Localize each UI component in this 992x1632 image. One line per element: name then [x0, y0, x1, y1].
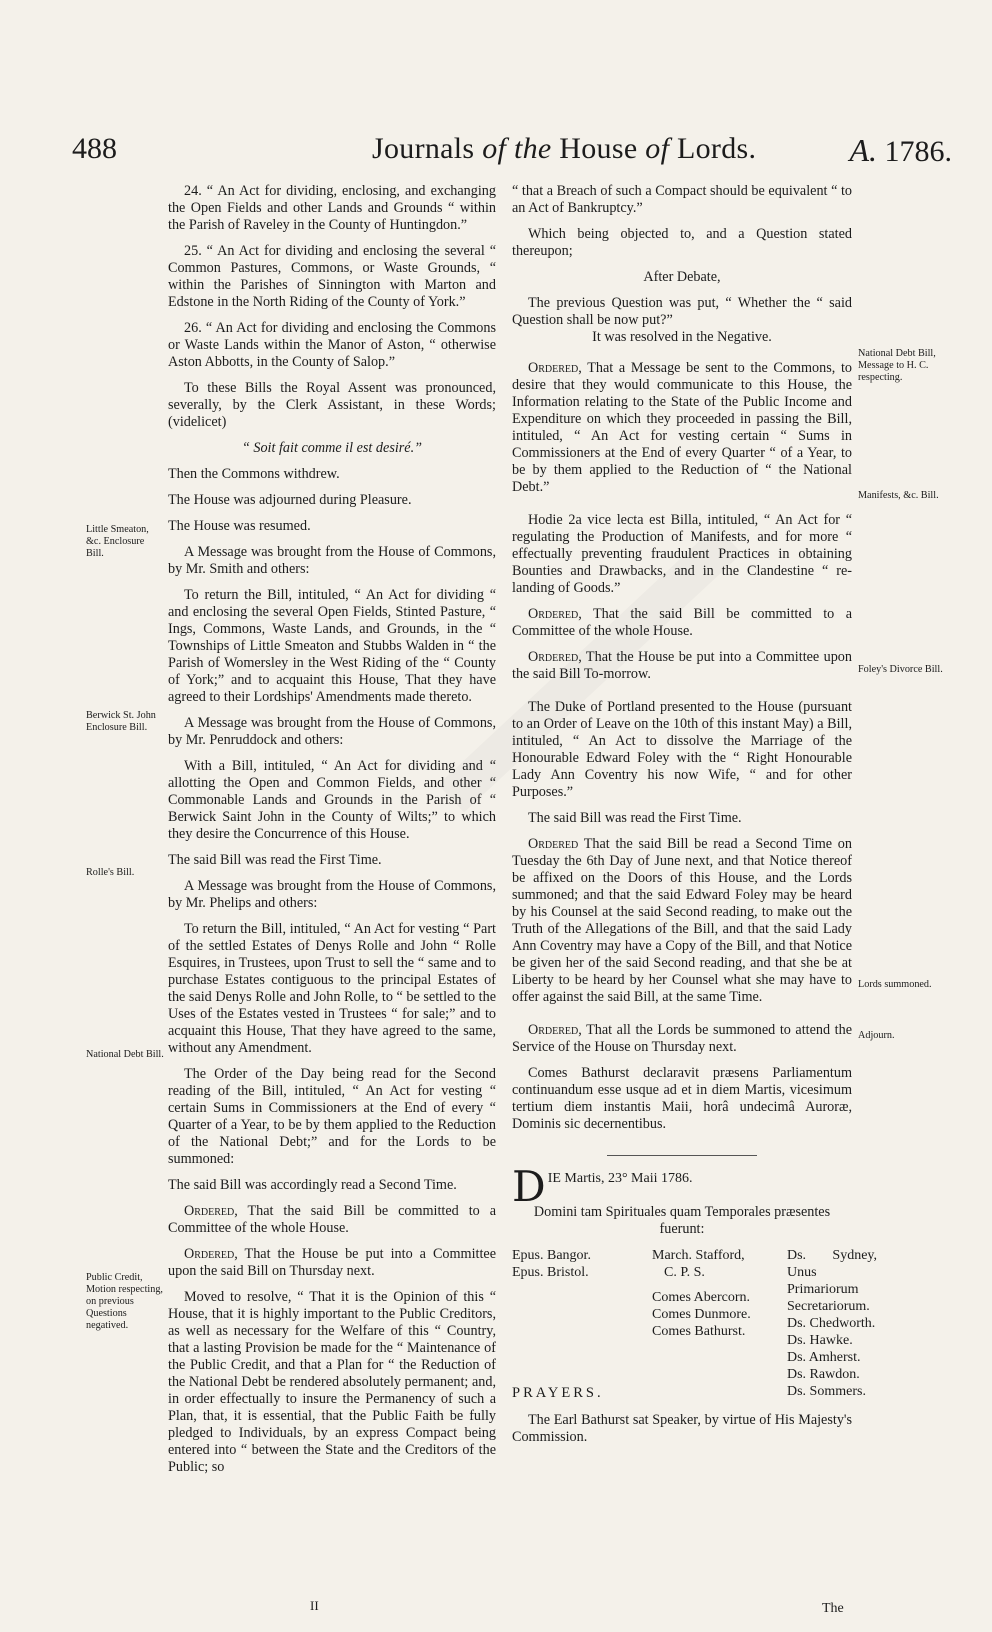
ordered-label: Ordered: [184, 1246, 235, 1262]
order-text: , That the House be put into a Committee upon the said Bill To-morrow.: [512, 649, 852, 682]
journal-title: [372, 132, 756, 166]
page-number: 488: [72, 132, 117, 165]
prayers-heading: PRAYERS.: [512, 1385, 604, 1401]
year: [849, 132, 952, 169]
paragraph: Hodie 2a vice lecta est Billa, intituled, “ An Act for “ regulating the Production of Manifests, and for more “ effectually preventing fraudulent Practices in obtaining Bounties and Drawbacks, and in the Clandestine “ re-landing of Goods.”: [512, 512, 852, 596]
ordered-label: Ordered: [528, 1022, 579, 1038]
column-left: [168, 183, 496, 1485]
paragraph: The previous Question was put, “ Whether the “ said Question shall be now put?”: [512, 295, 852, 328]
paragraph: A Message was brought from the House of Commons, by Mr. Phelips and others:: [168, 878, 496, 911]
order-text: , That a Message be sent to the Commons, to desire that they would communicate to this House, the Information relating to the State of the Public Income and Expenditure on which they proceeded in passing the Bill, intituled, “ An Act for vesting certain “ Sums in Commissioners at the End of every Quarter “ of a Year, to be by them applied to the Reduction of “ the National Debt.”: [512, 360, 852, 495]
section-rule: [607, 1155, 757, 1156]
lords-column: [512, 1247, 632, 1281]
paragraph: The Duke of Portland presented to the House (pursuant to an Order of Leave on the 10th of this instant May) a Bill, intituled, “ An Act to dissolve the Marriage of the Honourable Edward Foley with the “ Right Honourable Lady Ann Coventry his now Wife, “ and for other Purposes.”: [512, 699, 852, 800]
order-text: That the said Bill be read a Second Time on Tuesday the 6th Day of June next, and that Notice thereof be affixed on the Doors of this House, and the Lords summoned; and that the said Edward Foley may be heard by his Counsel at the said Second reading, to make out the Truth of the Allegations of the Bill, and that the said Lady Ann Coventry may have a Copy of the Bill, and that Notice be given her of the said Second reading, and that she be at Liberty to be heard by her Counsel what she may have to offer against the said Bill, at the same Time.: [512, 836, 852, 1005]
lord-name: Ds. Sommers.: [787, 1384, 866, 1399]
paragraph: 26. “ An Act for dividing and enclosing the Commons or Waste Lands within the Manor of Aston, “ otherwise Aston Abbotts, in the County of Salop.”: [168, 320, 496, 370]
order-text: , That the said Bill be committed to a Committee of the whole House.: [168, 1203, 496, 1236]
date-text: IE Martis, 23° Maii 1786.: [547, 1171, 693, 1186]
lord-name: Ds. Amherst.: [787, 1350, 861, 1365]
paragraph: “ that a Breach of such a Compact should be equivalent “ to an Act of Bankruptcy.”: [512, 183, 852, 216]
lord-name: Ds. Sydney, Unus Primariorum Secretariorum.: [787, 1248, 877, 1314]
ordered-label: Ordered: [528, 606, 579, 622]
ordered-label: Ordered: [528, 649, 579, 665]
margin-note: Adjourn.: [858, 1030, 895, 1041]
paragraph: The Order of the Day being read for the Second reading of the Bill, intituled, “ An Act for vesting “ certain Sums in Commissioners at the End of every “ Quarter of a Year, to be by them applied to the Reduction of the National Debt;” and for the Lords to be summoned:: [168, 1066, 496, 1167]
lord-name: Comes Bathurst.: [652, 1324, 746, 1339]
order-text: , That the House be put into a Committee upon the said Bill on Thursday next.: [168, 1246, 496, 1279]
title-part: the: [506, 132, 560, 165]
catchword: The: [822, 1601, 844, 1616]
title-part: Lords.: [669, 132, 757, 165]
margin-note: Little Smeaton, &c. Enclosure Bill.: [86, 524, 149, 559]
margin-note: Manifests, &c. Bill.: [858, 490, 939, 501]
paragraph: A Message was brought from the House of Commons, by Mr. Penruddock and others:: [168, 715, 496, 748]
lords-column: [787, 1247, 877, 1400]
title-part: House: [559, 132, 646, 165]
paragraph: It was resolved in the Negative.: [592, 329, 772, 345]
margin-note: Public Credit, Motion respecting, on previous Questions negatived.: [86, 1272, 163, 1331]
paragraph: The said Bill was read the First Time.: [168, 852, 382, 868]
order-paragraph: [512, 360, 852, 496]
paragraph: 25. “ An Act for dividing and enclosing the several “ Common Pastures, Commons, or Waste Grounds, “ within the Parishes of Sinnington with Marton and Edstone in the North Riding of the County of York.”: [168, 243, 496, 310]
paragraph: The said Bill was accordingly read a Second Time.: [168, 1177, 457, 1193]
title-part: of: [482, 132, 507, 165]
drop-cap: D: [512, 1162, 546, 1211]
lord-name: Ds. Rawdon.: [787, 1367, 860, 1382]
order-paragraph: [512, 836, 852, 1006]
ordered-label: Ordered: [528, 360, 579, 376]
lord-name: Epus. Bristol.: [512, 1265, 589, 1280]
order-paragraph: [512, 649, 852, 683]
paragraph: Which being objected to, and a Question stated thereupon;: [512, 226, 852, 259]
royal-assent-formula: “ Soit fait comme il est desiré.”: [241, 440, 423, 456]
margin-note: Foley's Divorce Bill.: [858, 664, 943, 675]
margin-note: National Debt Bill.: [86, 1049, 164, 1060]
lord-name: Comes Abercorn.: [652, 1290, 750, 1305]
lord-name: March. Stafford,: [652, 1248, 745, 1263]
paragraph: The Earl Bathurst sat Speaker, by virtue of His Majesty's Commission.: [512, 1412, 852, 1445]
year-value: 1786.: [877, 135, 952, 168]
paragraph: The said Bill was read the First Time.: [528, 810, 742, 826]
lord-name: Epus. Bangor.: [512, 1248, 591, 1263]
lord-name: Comes Dunmore.: [652, 1307, 751, 1322]
paragraph: With a Bill, intituled, “ An Act for dividing and “ allotting the Open and Common Fields, and other “ Commonable Lands and Grounds in the Parish of “ Berwick Saint John in the County of Wilts;” to which they desire the Concurrence of this House.: [168, 758, 496, 842]
spacer: [652, 1281, 782, 1289]
paragraph: The House was adjourned during Pleasure.: [168, 492, 412, 508]
lord-name: C. P. S.: [664, 1265, 705, 1280]
order-paragraph: [168, 1203, 496, 1237]
signature-mark: II: [310, 1598, 319, 1613]
order-paragraph: [168, 1246, 496, 1280]
order-text: , That all the Lords be summoned to attend the Service of the House on Thursday next.: [512, 1022, 852, 1055]
lords-column: [652, 1247, 782, 1340]
lord-name: Ds. Chedworth.: [787, 1316, 876, 1331]
margin-note: Rolle's Bill.: [86, 867, 135, 878]
paragraph: A Message was brought from the House of Commons, by Mr. Smith and others:: [168, 544, 496, 577]
title-part: Journals: [372, 132, 483, 165]
margin-note: Lords summoned.: [858, 979, 932, 990]
paragraph: Moved to resolve, “ That it is the Opinion of this “ House, that it is highly important to the Public Creditors, as well as necessary for the Welfare of this “ Country, that a lasting Provision be made for the “ Maintenance of the Public Credit, and that a Plan for “ the Reduction of the National Debt be rendered absolutely permanent; and, in order effectually to insure the Permanency of such a Plan, that, it is essential, that the Public Faith be fully pledged to Individuals, by an express Compact being entered into “ between the State and the Creditors of the Public; so: [168, 1289, 496, 1475]
order-paragraph: [512, 606, 852, 640]
paragraph: The House was resumed.: [168, 518, 311, 534]
paragraph: Then the Commons withdrew.: [168, 466, 340, 482]
lord-name: Ds. Hawke.: [787, 1333, 853, 1348]
paragraph: To these Bills the Royal Assent was pronounced, severally, by the Clerk Assistant, in these Words; (videlicet): [168, 380, 496, 430]
margin-note: Berwick St. John Enclosure Bill.: [86, 710, 156, 733]
margin-note: National Debt Bill, Message to H. C. respecting.: [858, 348, 936, 383]
title-part: of: [645, 132, 670, 165]
ordered-label: Ordered: [528, 836, 579, 852]
ordered-label: Ordered: [184, 1203, 235, 1219]
date-heading: [512, 1162, 852, 1211]
paragraph: To return the Bill, intituled, “ An Act for dividing “ and enclosing the several Open Fields, Stinted Pasture, “ Ings, Commons, Waste Lands, and Grounds, in the “ Townships of Little Smeaton and Stubbs Walden in “ the Parish of Womersley in the West Riding of the “ County of York;” and to acquaint this House, That they have agreed to their Lordships' Amendments made thereto.: [168, 587, 496, 705]
order-text: , That the said Bill be committed to a Committee of the whole House.: [512, 606, 852, 639]
attendance-intro: Domini tam Spirituales quam Temporales præsentes fuerunt:: [533, 1204, 831, 1237]
paragraph: 24. “ An Act for dividing, enclosing, and exchanging the Open Fields and other Lands and Grounds “ within the Parish of Raveley in the County of Huntingdon.”: [168, 183, 496, 233]
order-paragraph: [512, 1022, 852, 1056]
page-header: [72, 132, 952, 182]
paragraph: To return the Bill, intituled, “ An Act for vesting “ Part of the settled Estates of Denys Rolle and John “ Rolle Esquires, in Trustees, upon Trust to sell the “ same and to purchase Estates contiguous to the principal Estates of the said Denys Rolle and John Rolle, to “ be settled to the Uses of the Estates vested in Trustees “ for sale;” and to acquaint this House, That they have agreed to the same, without any Amendment.: [168, 921, 496, 1056]
paragraph: Comes Bathurst declaravit præsens Parliamentum continuandum esse usque ad et in diem Martis, vicesimum tertium diem instantis Maii, horâ undecimâ Auroræ, Dominis sic decernentibus.: [512, 1065, 852, 1132]
paragraph: After Debate,: [643, 269, 721, 285]
year-prefix: A.: [849, 132, 877, 168]
